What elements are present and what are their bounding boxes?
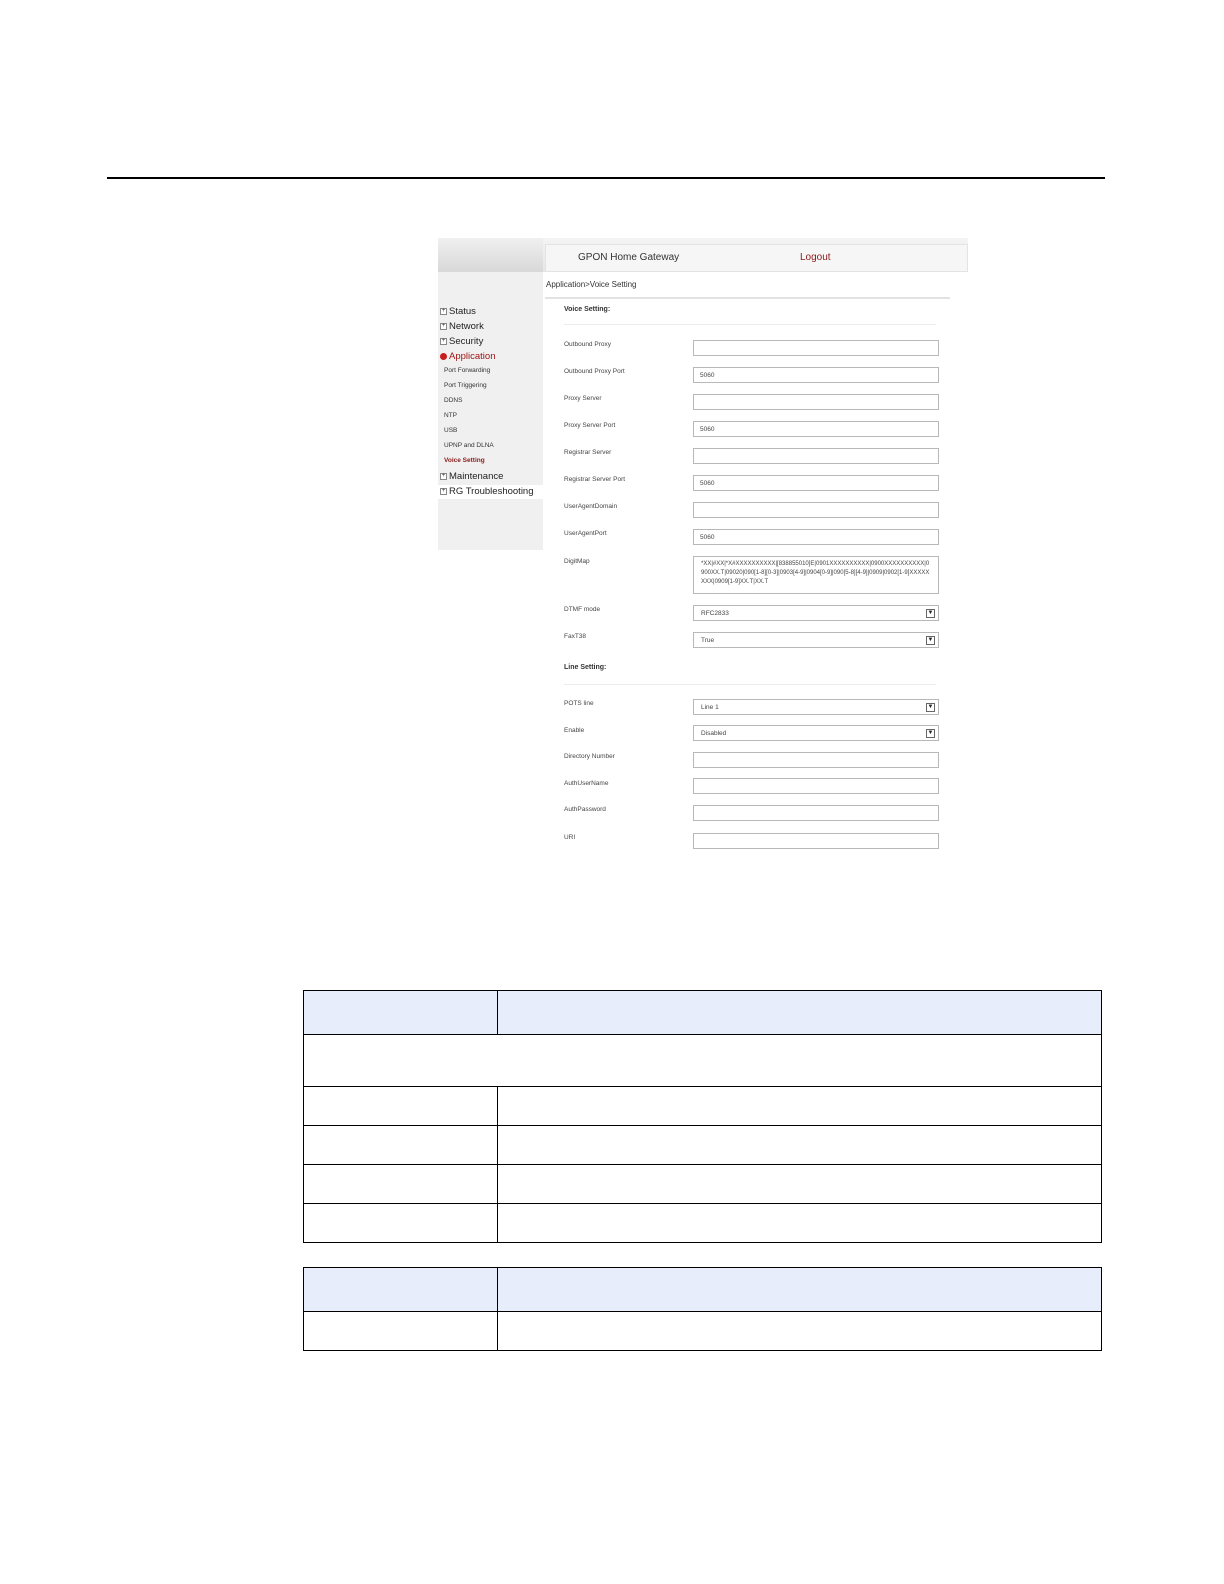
table-cell xyxy=(498,1087,1102,1126)
outbound-proxy-port-label: Outbound Proxy Port xyxy=(564,368,625,375)
sidebar-sub-port-forwarding[interactable]: Port Forwarding xyxy=(444,367,491,374)
proxy-server-port-input[interactable]: 5060 xyxy=(693,421,939,437)
chevron-down-icon: ▼ xyxy=(927,730,934,736)
top-rule xyxy=(107,177,1105,179)
faxt38-label: FaxT38 xyxy=(564,633,587,640)
registrar-server-label: Registrar Server xyxy=(564,449,612,456)
sidebar-sub-port-triggering[interactable]: Port Triggering xyxy=(444,382,487,389)
sidebar-item-network[interactable] xyxy=(440,321,484,332)
brand-title: GPON Home Gateway xyxy=(578,252,680,263)
table-cell xyxy=(498,1126,1102,1165)
outbound-proxy-port-input[interactable]: 5060 xyxy=(693,367,939,383)
uri-input[interactable] xyxy=(693,833,939,849)
faxt38-value: True xyxy=(701,637,715,644)
enable-select[interactable] xyxy=(693,725,939,741)
line-setting-title: Line Setting: xyxy=(564,664,607,671)
chevron-down-icon: ▼ xyxy=(927,610,934,616)
table-cell xyxy=(304,1087,498,1126)
sidebar-item-status[interactable] xyxy=(440,306,476,317)
sidebar-item-maintenance[interactable] xyxy=(440,471,503,482)
parameter-table-voice xyxy=(303,990,1102,1243)
table-row xyxy=(304,1087,1102,1126)
voice-setting-screenshot xyxy=(438,238,968,858)
table-section-row xyxy=(304,1035,1102,1087)
sidebar-item-rg-troubleshooting[interactable] xyxy=(440,486,534,497)
sidebar-item-label: Security xyxy=(449,336,484,347)
sidebar-item-label: Status xyxy=(449,306,476,317)
enable-value: Disabled xyxy=(701,730,727,737)
table-cell xyxy=(304,1126,498,1165)
breadcrumb: Application>Voice Setting xyxy=(546,280,637,289)
sidebar-sub-ntp[interactable]: NTP xyxy=(444,412,457,419)
table-header-cell xyxy=(304,1268,498,1312)
table-cell xyxy=(498,1312,1102,1351)
dtmf-mode-label: DTMF mode xyxy=(564,606,601,613)
sidebar-item-label: Application xyxy=(449,351,496,362)
sidebar xyxy=(438,272,543,550)
parameter-table-line xyxy=(303,1267,1102,1351)
faxt38-select[interactable] xyxy=(693,632,939,648)
table-header-cell xyxy=(498,1268,1102,1312)
table-row xyxy=(304,1204,1102,1243)
registrar-server-port-label: Registrar Server Port xyxy=(564,476,626,483)
table-cell xyxy=(304,1165,498,1204)
directory-number-label: Directory Number xyxy=(564,753,615,760)
table-header-cell xyxy=(304,991,498,1035)
outbound-proxy-input[interactable] xyxy=(693,340,939,356)
pots-line-value: Line 1 xyxy=(701,704,719,711)
table-cell xyxy=(304,1312,498,1351)
logo-area xyxy=(438,238,543,272)
header-bar xyxy=(545,244,968,272)
table-cell xyxy=(498,1165,1102,1204)
table-header-row xyxy=(304,1268,1102,1312)
plus-box-icon: + xyxy=(441,473,446,479)
sidebar-item-label: Network xyxy=(449,321,484,332)
sidebar-item-label: RG Troubleshooting xyxy=(449,486,534,497)
table-cell xyxy=(498,1204,1102,1243)
useragent-port-input[interactable]: 5060 xyxy=(693,529,939,545)
auth-password-input[interactable] xyxy=(693,805,939,821)
breadcrumb-divider xyxy=(545,297,950,299)
sidebar-item-application[interactable] xyxy=(440,351,495,362)
auth-password-label: AuthPassword xyxy=(564,806,606,813)
plus-box-icon: + xyxy=(441,323,446,329)
useragent-domain-input[interactable] xyxy=(693,502,939,518)
table-header-cell xyxy=(498,991,1102,1035)
proxy-server-port-label: Proxy Server Port xyxy=(564,422,616,429)
proxy-server-input[interactable] xyxy=(693,394,939,410)
section-divider xyxy=(564,684,936,685)
enable-label: Enable xyxy=(564,727,585,734)
digitmap-label: DigitMap xyxy=(564,558,590,565)
plus-box-icon: + xyxy=(441,338,446,344)
sidebar-sub-ddns[interactable]: DDNS xyxy=(444,397,463,404)
pots-line-select[interactable] xyxy=(693,699,939,715)
chevron-down-icon: ▼ xyxy=(927,637,934,643)
dtmf-mode-select[interactable] xyxy=(693,605,939,621)
proxy-server-label: Proxy Server xyxy=(564,395,602,402)
logout-link[interactable]: Logout xyxy=(800,252,831,263)
voice-setting-title: Voice Setting: xyxy=(564,306,611,313)
table-cell xyxy=(304,1035,1102,1087)
useragent-domain-label: UserAgentDomain xyxy=(564,503,618,510)
table-row xyxy=(304,1165,1102,1204)
table-row xyxy=(304,1312,1102,1351)
registrar-server-port-input[interactable]: 5060 xyxy=(693,475,939,491)
section-divider xyxy=(564,324,936,325)
plus-box-icon: + xyxy=(441,308,446,314)
sidebar-sub-voice-setting[interactable]: Voice Setting xyxy=(444,457,485,464)
auth-username-input[interactable] xyxy=(693,778,939,794)
dtmf-mode-value: RFC2833 xyxy=(701,610,729,617)
sidebar-sub-upnp-dlna[interactable]: UPNP and DLNA xyxy=(444,442,494,449)
table-header-row xyxy=(304,991,1102,1035)
outbound-proxy-label: Outbound Proxy xyxy=(564,341,611,348)
uri-label: URI xyxy=(564,834,576,841)
chevron-down-icon: ▼ xyxy=(927,704,934,710)
digitmap-textarea[interactable]: *XX|#XX|*X#XXXXXXXXXX|[838855010]E|0901XXXXXXXXXX|0900XXXXXXXXXX|0900XX.T|09020|090[1-8][0-3]|0903[4-9]|0904[0-9]|090[5-8][4-9]|0909|0902[1-9]XXXXXXXX|0909[1-9]XX.T|XX.T xyxy=(693,556,939,594)
pots-line-label: POTS line xyxy=(564,700,594,707)
sidebar-sub-usb[interactable]: USB xyxy=(444,427,458,434)
directory-number-input[interactable] xyxy=(693,752,939,768)
sidebar-item-label: Maintenance xyxy=(449,471,504,482)
table-cell xyxy=(304,1204,498,1243)
useragent-port-label: UserAgentPort xyxy=(564,530,607,537)
auth-username-label: AuthUserName xyxy=(564,780,609,787)
plus-box-icon: + xyxy=(441,488,446,494)
table-row xyxy=(304,1126,1102,1165)
registrar-server-input[interactable] xyxy=(693,448,939,464)
sidebar-item-security[interactable] xyxy=(440,336,483,347)
red-dot-icon xyxy=(440,353,447,360)
